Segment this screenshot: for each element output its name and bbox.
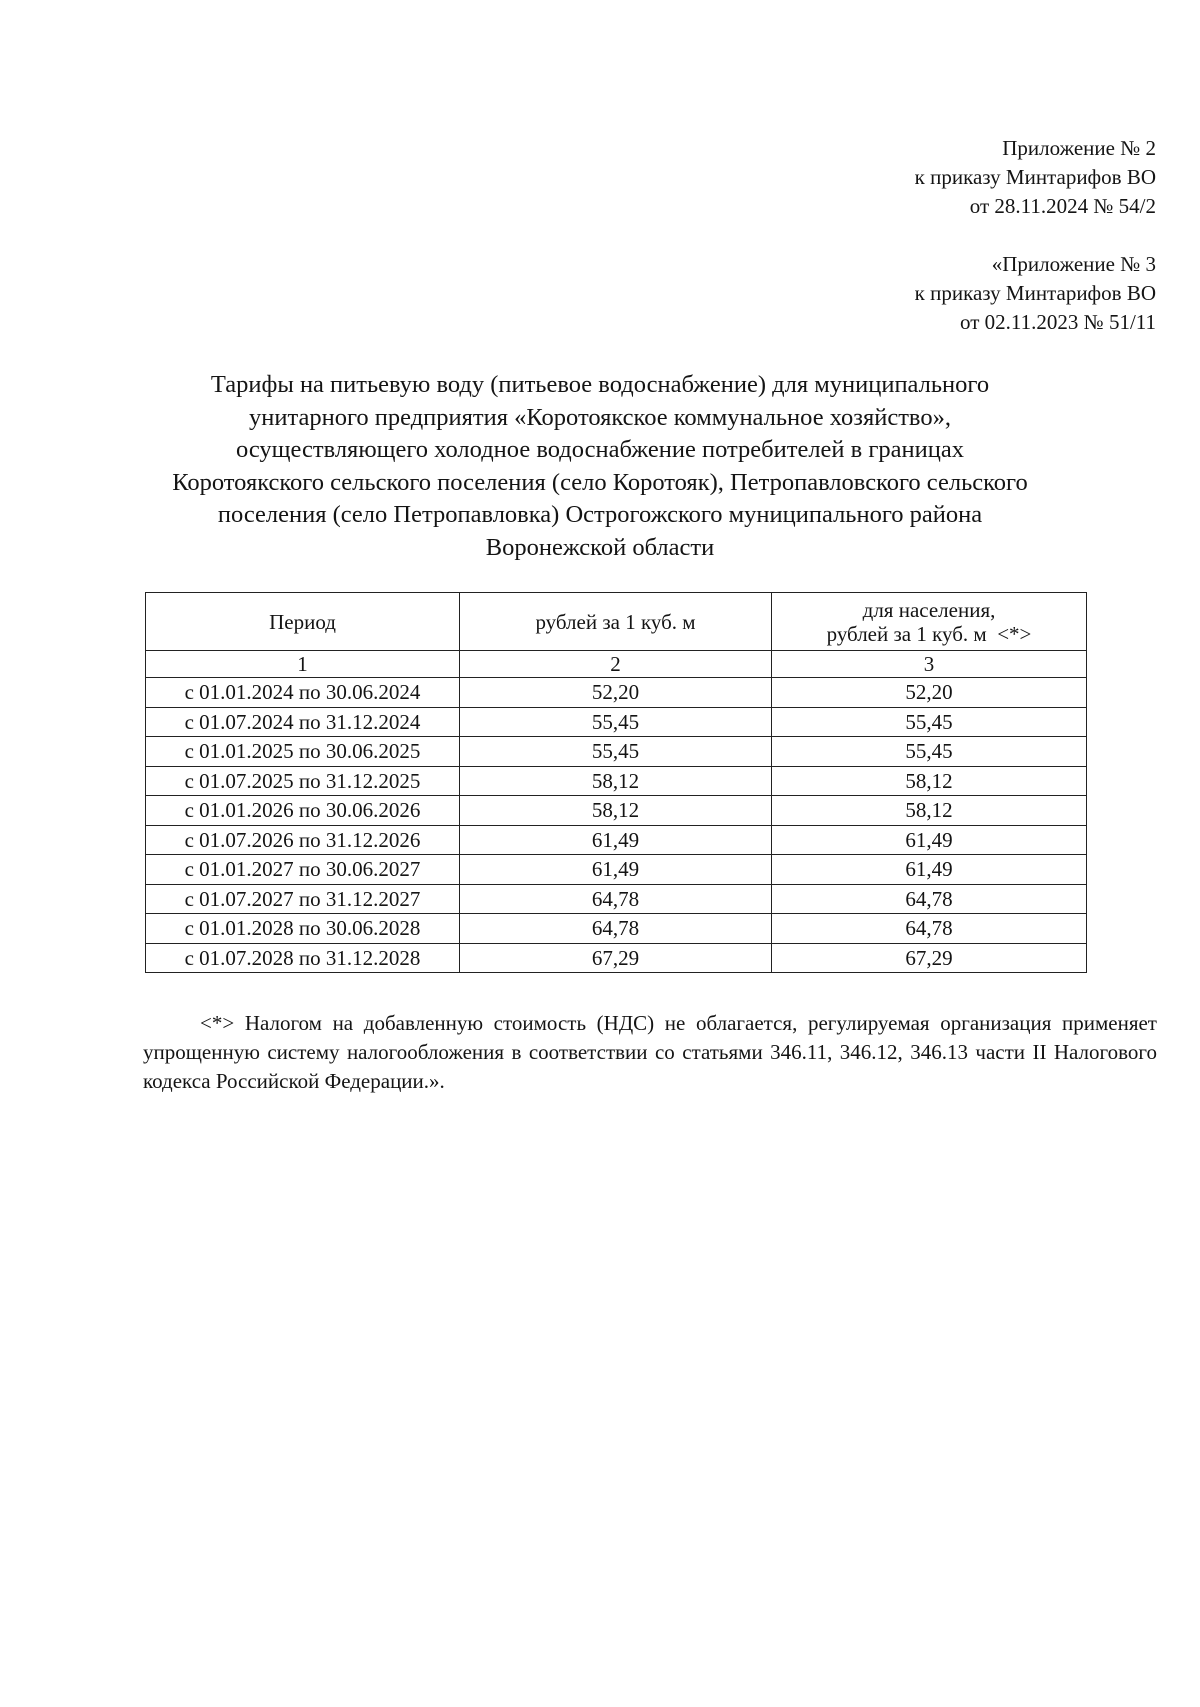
population-cell: 67,29 [772,943,1087,973]
header-population-rate [772,593,1087,651]
table-row [146,825,1087,855]
appendix-2-title: Приложение № 2 [1002,136,1156,160]
rub-cell: 61,49 [460,855,772,885]
header-population-line1: для населения, [862,597,996,622]
rub-cell: 52,20 [460,678,772,708]
period-cell: с 01.07.2027 по 31.12.2027 [146,884,460,914]
appendix-2-order: к приказу Минтарифов ВО [914,165,1156,189]
appendix-3-date: от 02.11.2023 № 51/11 [960,310,1156,334]
period-cell: с 01.07.2026 по 31.12.2026 [146,825,460,855]
column-number: 1 [146,651,460,678]
tariff-table [145,592,1087,973]
population-cell: 64,78 [772,884,1087,914]
population-cell: 55,45 [772,707,1087,737]
vat-footnote: <*> Налогом на добавленную стоимость (НДС) не облагается, регулируемая организация применяет упрощенную систему налогообложения в соответствии со статьями 346.11, 346.12, 346.13 части II Налогового кодекса Российской Федерации.». [143,1011,1157,1093]
header-population-line2: рублей за 1 куб. м <*> [826,621,1032,646]
table-row [146,678,1087,708]
period-cell: с 01.07.2028 по 31.12.2028 [146,943,460,973]
population-cell: 58,12 [772,796,1087,826]
population-cell: 61,49 [772,855,1087,885]
period-cell: с 01.07.2025 по 31.12.2025 [146,766,460,796]
appendix-3-order: к приказу Минтарифов ВО [914,281,1156,305]
table-row [146,737,1087,767]
title-line: Коротоякского сельского поселения (село Коротояк), Петропавловского сельского [172,468,1028,496]
table-row [146,914,1087,944]
period-cell: с 01.01.2026 по 30.06.2026 [146,796,460,826]
period-cell: с 01.01.2027 по 30.06.2027 [146,855,460,885]
period-cell: с 01.01.2028 по 30.06.2028 [146,914,460,944]
rub-cell: 55,45 [460,707,772,737]
period-cell: с 01.07.2024 по 31.12.2024 [146,707,460,737]
rub-cell: 58,12 [460,766,772,796]
column-number-row [146,651,1087,678]
column-number: 2 [460,651,772,678]
population-cell: 61,49 [772,825,1087,855]
rub-cell: 64,78 [460,914,772,944]
title-line: поселения (село Петропавловка) Острогожского муниципального района [217,501,983,528]
rub-cell: 58,12 [460,796,772,826]
population-cell: 64,78 [772,914,1087,944]
document-title [130,369,1070,564]
table-row [146,766,1087,796]
rub-cell: 64,78 [460,884,772,914]
appendix-3-reference [915,250,1156,337]
column-number: 3 [772,651,1087,678]
header-period: Период [146,593,460,651]
table-row [146,943,1087,973]
appendix-3-title: «Приложение № 3 [991,252,1156,276]
population-cell: 52,20 [772,678,1087,708]
table-row [146,884,1087,914]
rub-cell: 67,29 [460,943,772,973]
title-line: Воронежской области [485,533,715,561]
period-cell: с 01.01.2024 по 30.06.2024 [146,678,460,708]
appendix-2-date: от 28.11.2024 № 54/2 [969,194,1156,218]
table-row [146,796,1087,826]
rub-cell: 55,45 [460,737,772,767]
period-cell: с 01.01.2025 по 30.06.2025 [146,737,460,767]
appendix-2-reference [915,134,1156,221]
title-line: Тарифы на питьевую воду (питьевое водоснабжение) для муниципального [210,371,990,398]
table-row [146,855,1087,885]
population-cell: 58,12 [772,766,1087,796]
title-line: осуществляющего холодное водоснабжение потребителей в границах [235,436,964,463]
header-rub-per-m3: рублей за 1 куб. м [460,593,772,651]
table-header-row [146,593,1087,651]
table-row [146,707,1087,737]
population-cell: 55,45 [772,737,1087,767]
rub-cell: 61,49 [460,825,772,855]
title-line: унитарного предприятия «Коротоякское коммунальное хозяйство», [249,403,951,431]
